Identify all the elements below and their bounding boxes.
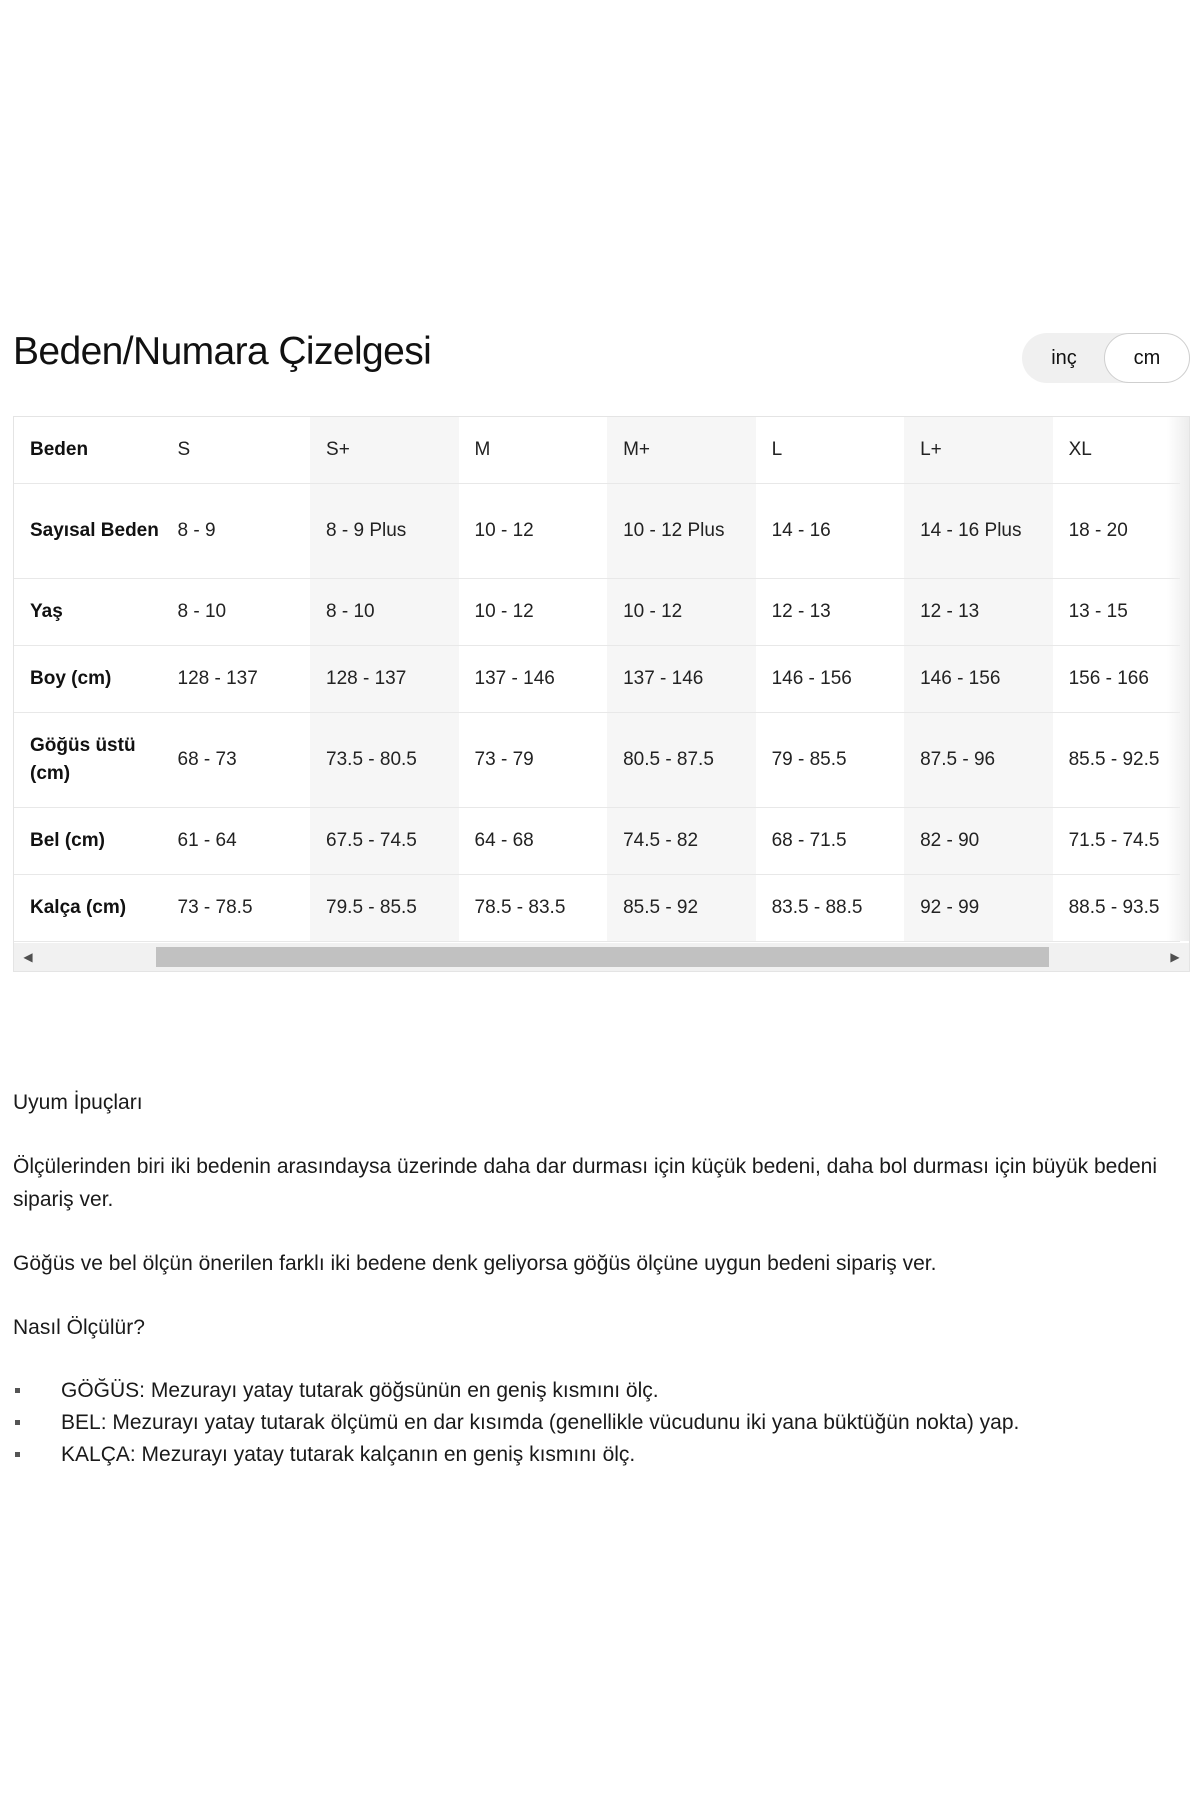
list-item bbox=[13, 1407, 1188, 1439]
fit-tip-paragraph: Ölçülerinden biri iki bedenin arasındaysa üzerinde daha dar durması için küçük bedeni, daha bol durması için büyük bedeni sipariş ver. bbox=[13, 1155, 1158, 1211]
table-cell: 71.5 - 74.5 bbox=[1053, 808, 1180, 875]
table-cell: 13 - 15 bbox=[1053, 579, 1180, 646]
table-row-waist bbox=[14, 808, 1180, 875]
list-item-text: BEL: Mezurayı yatay tutarak ölçümü en dar kısımda (genellikle vücudunu iki yana büktüğün nokta) yap. bbox=[61, 1411, 1020, 1434]
table-cell: 79.5 - 85.5 bbox=[310, 875, 459, 942]
table-cell: 8 - 9 bbox=[162, 484, 311, 579]
fit-tips-heading: Uyum İpuçları bbox=[13, 1091, 143, 1114]
measure-list bbox=[13, 1375, 1188, 1471]
table-cell: 18 - 20 bbox=[1053, 484, 1180, 579]
table-cell: 12 - 13 bbox=[904, 579, 1053, 646]
row-label: Kalça (cm) bbox=[14, 875, 162, 942]
row-label: Sayısal Beden bbox=[14, 484, 162, 579]
table-cell: 92 - 99 bbox=[904, 875, 1053, 942]
table-cell: 85.5 - 92.5 bbox=[1053, 713, 1180, 808]
table-cell: 8 - 10 bbox=[162, 579, 311, 646]
table-cell: 68 - 71.5 bbox=[756, 808, 905, 875]
size-chart-table-container bbox=[13, 416, 1190, 972]
table-cell: 78.5 - 83.5 bbox=[459, 875, 608, 942]
unit-toggle bbox=[1022, 333, 1190, 383]
scroll-fade bbox=[1167, 417, 1189, 941]
table-row-chest bbox=[14, 713, 1180, 808]
table-cell: 8 - 10 bbox=[310, 579, 459, 646]
size-chart-table bbox=[14, 417, 1180, 942]
table-cell: 137 - 146 bbox=[459, 646, 608, 713]
table-cell: 73 - 78.5 bbox=[162, 875, 311, 942]
row-label: Bel (cm) bbox=[14, 808, 162, 875]
table-cell: S bbox=[162, 417, 311, 484]
scroll-right-arrow-icon[interactable]: ▶ bbox=[1170, 950, 1180, 964]
table-cell: 10 - 12 bbox=[459, 484, 608, 579]
table-row-numeric-size bbox=[14, 484, 1180, 579]
row-label: Beden bbox=[14, 417, 162, 484]
table-cell: XL bbox=[1053, 417, 1180, 484]
table-cell: 83.5 - 88.5 bbox=[756, 875, 905, 942]
table-cell: M bbox=[459, 417, 608, 484]
how-to-measure-heading: Nasıl Ölçülür? bbox=[13, 1316, 145, 1339]
table-cell: 61 - 64 bbox=[162, 808, 311, 875]
table-cell: 74.5 - 82 bbox=[607, 808, 756, 875]
table-cell: 80.5 - 87.5 bbox=[607, 713, 756, 808]
table-cell: 156 - 166 bbox=[1053, 646, 1180, 713]
table-cell: 14 - 16 bbox=[756, 484, 905, 579]
table-cell: 68 - 73 bbox=[162, 713, 311, 808]
table-cell: S+ bbox=[310, 417, 459, 484]
row-label: Yaş bbox=[14, 579, 162, 646]
fit-tip-paragraph: Göğüs ve bel ölçün önerilen farklı iki bedene denk geliyorsa göğüs ölçüne uygun bedeni sipariş ver. bbox=[13, 1252, 937, 1275]
table-row-height bbox=[14, 646, 1180, 713]
table-cell: 10 - 12 Plus bbox=[607, 484, 756, 579]
table-cell: 128 - 137 bbox=[310, 646, 459, 713]
table-cell: 88.5 - 93.5 bbox=[1053, 875, 1180, 942]
table-cell: 8 - 9 Plus bbox=[310, 484, 459, 579]
unit-cm-button[interactable]: cm bbox=[1104, 333, 1190, 383]
table-cell: 128 - 137 bbox=[162, 646, 311, 713]
table-cell: 87.5 - 96 bbox=[904, 713, 1053, 808]
page-title: Beden/Numara Çizelgesi bbox=[13, 330, 432, 373]
list-item bbox=[13, 1375, 1188, 1407]
bullet-icon bbox=[15, 1452, 20, 1457]
table-cell: 10 - 12 bbox=[607, 579, 756, 646]
horizontal-scrollbar[interactable] bbox=[14, 943, 1189, 971]
table-cell: 146 - 156 bbox=[756, 646, 905, 713]
table-cell: M+ bbox=[607, 417, 756, 484]
table-cell: 73.5 - 80.5 bbox=[310, 713, 459, 808]
list-item bbox=[13, 1439, 1188, 1471]
table-cell: 67.5 - 74.5 bbox=[310, 808, 459, 875]
table-cell: L+ bbox=[904, 417, 1053, 484]
table-row-age bbox=[14, 579, 1180, 646]
list-item-text: KALÇA: Mezurayı yatay tutarak kalçanın en geniş kısmını ölç. bbox=[61, 1443, 636, 1466]
table-cell: 82 - 90 bbox=[904, 808, 1053, 875]
table-cell: 79 - 85.5 bbox=[756, 713, 905, 808]
list-item-text: GÖĞÜS: Mezurayı yatay tutarak göğsünün en geniş kısmını ölç. bbox=[61, 1379, 659, 1402]
table-cell: 10 - 12 bbox=[459, 579, 608, 646]
table-cell: 12 - 13 bbox=[756, 579, 905, 646]
table-cell: 85.5 - 92 bbox=[607, 875, 756, 942]
table-cell: L bbox=[756, 417, 905, 484]
scrollbar-thumb[interactable] bbox=[156, 947, 1049, 967]
table-cell: 146 - 156 bbox=[904, 646, 1053, 713]
table-cell: 137 - 146 bbox=[607, 646, 756, 713]
fit-tips-section bbox=[13, 1086, 1188, 1471]
table-row-hip bbox=[14, 875, 1180, 942]
unit-inch-button[interactable]: inç bbox=[1051, 347, 1077, 369]
scroll-left-arrow-icon[interactable]: ◀ bbox=[23, 950, 33, 964]
bullet-icon bbox=[15, 1388, 20, 1393]
table-cell: 64 - 68 bbox=[459, 808, 608, 875]
table-cell: 14 - 16 Plus bbox=[904, 484, 1053, 579]
bullet-icon bbox=[15, 1420, 20, 1425]
table-cell: 73 - 79 bbox=[459, 713, 608, 808]
table-row-size bbox=[14, 417, 1180, 484]
row-label: Göğüs üstü (cm) bbox=[14, 713, 162, 808]
row-label: Boy (cm) bbox=[14, 646, 162, 713]
